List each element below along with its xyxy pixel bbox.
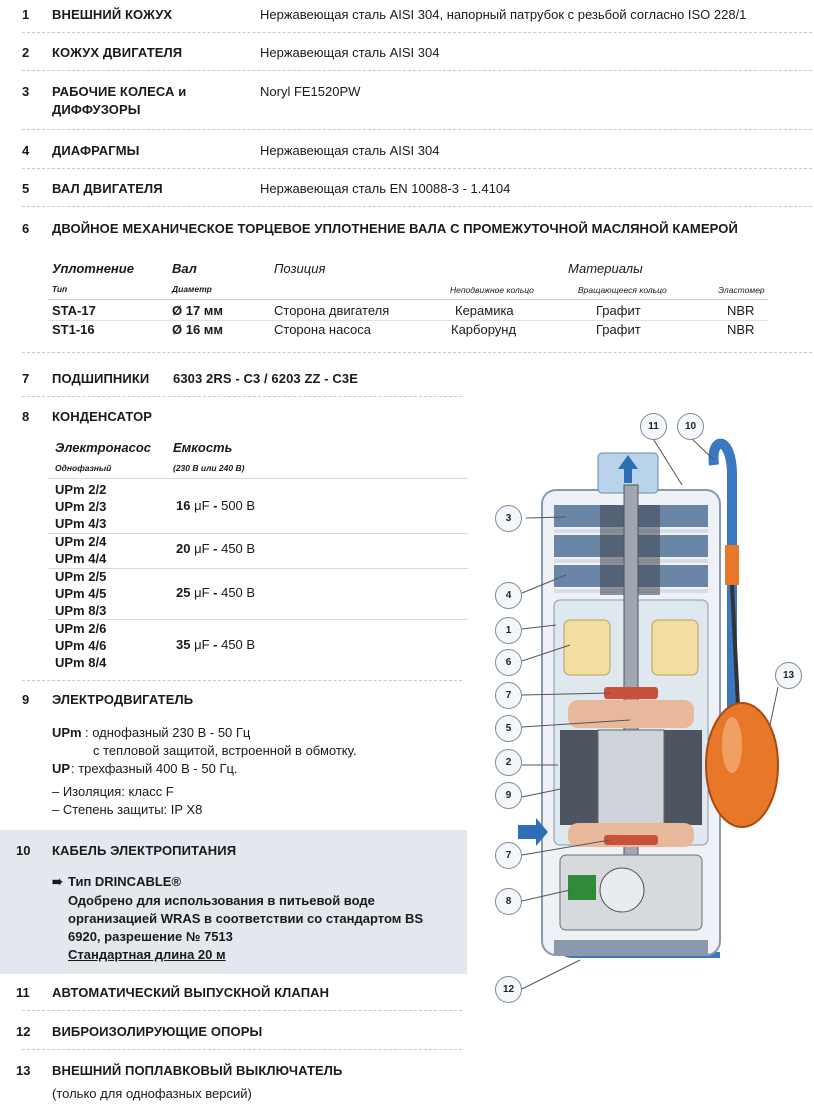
item-2-number: 2 [22, 45, 30, 60]
item-1-title: ВНЕШНИЙ КОЖУХ [52, 7, 173, 22]
motor-upm-line1: : однофазный 230 В - 50 Гц [85, 725, 251, 740]
bearing-bottom [604, 835, 658, 845]
capacitor-model: UPm 2/2 [55, 482, 107, 497]
cable-arrow-icon: ➠ [52, 874, 63, 889]
capacitor-value: 25 μF - 450 В [176, 585, 256, 600]
capacitor-board [568, 875, 596, 900]
callout-13: 13 [775, 662, 802, 689]
callout-8: 8 [495, 888, 522, 915]
item-13-number: 13 [16, 1063, 31, 1078]
capacitor-divider [48, 478, 468, 479]
divider [22, 680, 462, 681]
callout-11: 11 [640, 413, 667, 440]
motor-up-label: UP [52, 761, 71, 776]
divider [22, 206, 812, 207]
motor-upm-label: UPm [52, 725, 82, 740]
oil-chamber-left [564, 620, 610, 675]
item-12-title: ВИБРОИЗОЛИРУЮЩИЕ ОПОРЫ [52, 1024, 263, 1039]
divider [22, 1010, 462, 1011]
divider [22, 32, 812, 33]
seal-sub-fixed: Неподвижное кольцо [450, 285, 534, 295]
capacitor-sub-phase: Однофазный [55, 463, 112, 473]
item-12-number: 12 [16, 1024, 31, 1039]
capacitor-model: UPm 4/3 [55, 516, 107, 531]
cable-type: Тип DRINCABLE® [68, 874, 182, 889]
capacitor-header-pump: Электронасос [55, 440, 152, 455]
seal-row2-diameter: Ø 16 мм [172, 322, 224, 337]
seal-row1-rotating: Графит [596, 303, 641, 318]
rotor [598, 730, 664, 825]
callout-9: 9 [495, 782, 522, 809]
item-3-number: 3 [22, 84, 30, 99]
seal-header-position: Позиция [274, 261, 326, 276]
item-8-title: КОНДЕНСАТОР [52, 409, 153, 424]
seal-row1-type: STA-17 [52, 303, 96, 318]
item-5-number: 5 [22, 181, 30, 196]
divider [22, 70, 812, 71]
item-7-desc: 6303 2RS - C3 / 6203 ZZ - C3E [173, 371, 358, 386]
divider [22, 1049, 462, 1050]
callout-10: 10 [677, 413, 704, 440]
seal-row1-fixed: Керамика [455, 303, 514, 318]
pump-cutaway-illustration [470, 405, 814, 1010]
callout-12: 12 [495, 976, 522, 1003]
item-7-title: ПОДШИПНИКИ [52, 371, 150, 386]
item-7-number: 7 [22, 371, 30, 386]
bearing-top [604, 687, 658, 699]
item-6-title: ДВОЙНОЕ МЕХАНИЧЕСКОЕ ТОРЦЕВОЕ УПЛОТНЕНИЕ ВАЛА С ПРОМЕЖУТОЧНОЙ МАСЛЯНОЙ КАМЕРОЙ [52, 221, 738, 236]
seal-header-materials: Материалы [568, 261, 643, 276]
item-13-title: ВНЕШНИЙ ПОПЛАВКОВЫЙ ВЫКЛЮЧАТЕЛЬ [52, 1063, 343, 1078]
seal-row1-elastomer: NBR [727, 303, 755, 318]
capacitor-divider [48, 619, 468, 620]
divider [22, 396, 462, 397]
capacitor-model: UPm 4/4 [55, 551, 107, 566]
seal-row2-type: ST1-16 [52, 322, 95, 337]
motor-protection: – Степень защиты: IP X8 [52, 802, 203, 817]
item-3-desc: Noryl FE1520PW [260, 84, 361, 99]
capacitor-model: UPm 4/6 [55, 638, 107, 653]
motor-upm-line2: с тепловой защитой, встроенной в обмотку. [93, 743, 357, 758]
seal-sub-diameter: Диаметр [172, 284, 212, 294]
item-5-desc: Нержавеющая сталь EN 10088-3 - 1.4104 [260, 181, 511, 196]
float-switch [706, 703, 778, 827]
capacitor-header-capacity: Емкость [173, 440, 233, 455]
item-6-number: 6 [22, 221, 30, 236]
item-1-number: 1 [22, 7, 30, 22]
capacitor-model: UPm 4/5 [55, 586, 107, 601]
capacitor-sub-voltage: (230 В или 240 В) [173, 463, 245, 473]
item-11-title: АВТОМАТИЧЕСКИЙ ВЫПУСКНОЙ КЛАПАН [52, 985, 330, 1000]
capacitor-model: UPm 2/4 [55, 534, 107, 549]
item-13-note: (только для однофазных версий) [52, 1086, 252, 1101]
callout-3: 3 [495, 505, 522, 532]
item-1-desc: Нержавеющая сталь AISI 304, напорный патрубок с резьбой согласно ISO 228/1 [260, 7, 747, 22]
callout-4: 4 [495, 582, 522, 609]
item-10-number: 10 [16, 843, 31, 858]
capacitor-model: UPm 2/5 [55, 569, 107, 584]
seal-row2-elastomer: NBR [727, 322, 755, 337]
capacitor-divider [48, 533, 468, 534]
item-3-title-line1: РАБОЧИЕ КОЛЕСА и [52, 84, 187, 99]
capacitor-model: UPm 2/6 [55, 621, 107, 636]
capacitor-model: UPm 8/3 [55, 603, 107, 618]
seal-divider [48, 299, 768, 300]
cable-line3: 6920, разрешение № 7513 [68, 929, 233, 944]
item-10-title: КАБЕЛЬ ЭЛЕКТРОПИТАНИЯ [52, 843, 237, 858]
cable-line2: организацией WRAS в соответствии со стандартом BS [68, 911, 424, 926]
motor-insulation: – Изоляция: класс F [52, 784, 174, 799]
item-4-number: 4 [22, 143, 30, 158]
capacitor-model: UPm 8/4 [55, 655, 107, 670]
seal-divider [48, 320, 768, 321]
motor-up-line1: : трехфазный 400 В - 50 Гц. [71, 761, 238, 776]
item-9-title: ЭЛЕКТРОДВИГАТЕЛЬ [52, 692, 194, 707]
callout-7b: 7 [495, 842, 522, 869]
seal-row2-position: Сторона насоса [274, 322, 371, 337]
capacitor-value: 16 μF - 500 В [176, 498, 256, 513]
float-cable [725, 545, 739, 585]
item-4-desc: Нержавеющая сталь AISI 304 [260, 143, 440, 158]
winding-top [568, 700, 694, 728]
item-2-desc: Нержавеющая сталь AISI 304 [260, 45, 440, 60]
item-3-title-line2: ДИФФУЗОРЫ [52, 102, 141, 117]
oil-chamber-right [652, 620, 698, 675]
callout-6: 6 [495, 649, 522, 676]
capacitor-value: 35 μF - 450 В [176, 637, 256, 652]
divider [22, 352, 812, 353]
item-9-number: 9 [22, 692, 30, 707]
capacitor-model: UPm 2/3 [55, 499, 107, 514]
item-2-title: КОЖУХ ДВИГАТЕЛЯ [52, 45, 183, 60]
capacitor-divider [48, 568, 468, 569]
seal-sub-type: Тип [52, 284, 68, 294]
item-11-number: 11 [16, 985, 30, 1000]
cable-line1: Одобрено для использования в питьевой воде [68, 893, 375, 908]
capacitor-value: 20 μF - 450 В [176, 541, 256, 556]
seal-sub-elastomer: Эластомер [718, 285, 765, 295]
item-4-title: ДИАФРАГМЫ [52, 143, 140, 158]
divider [22, 129, 812, 130]
callout-2: 2 [495, 749, 522, 776]
callout-7: 7 [495, 682, 522, 709]
seal-row1-position: Сторона двигателя [274, 303, 390, 318]
cable-length: Стандартная длина 20 м [68, 947, 226, 962]
item-8-number: 8 [22, 409, 30, 424]
seal-header-shaft: Вал [172, 261, 197, 276]
callout-1: 1 [495, 617, 522, 644]
item-5-title: ВАЛ ДВИГАТЕЛЯ [52, 181, 163, 196]
divider [22, 168, 812, 169]
vibration-feet [554, 940, 708, 955]
seal-row2-fixed: Карборунд [451, 322, 517, 337]
seal-row1-diameter: Ø 17 мм [172, 303, 224, 318]
capacitor [600, 868, 644, 912]
seal-sub-rotating: Вращающееся кольцо [578, 285, 667, 295]
seal-header-seal: Уплотнение [52, 261, 134, 276]
callout-5: 5 [495, 715, 522, 742]
seal-row2-rotating: Графит [596, 322, 641, 337]
